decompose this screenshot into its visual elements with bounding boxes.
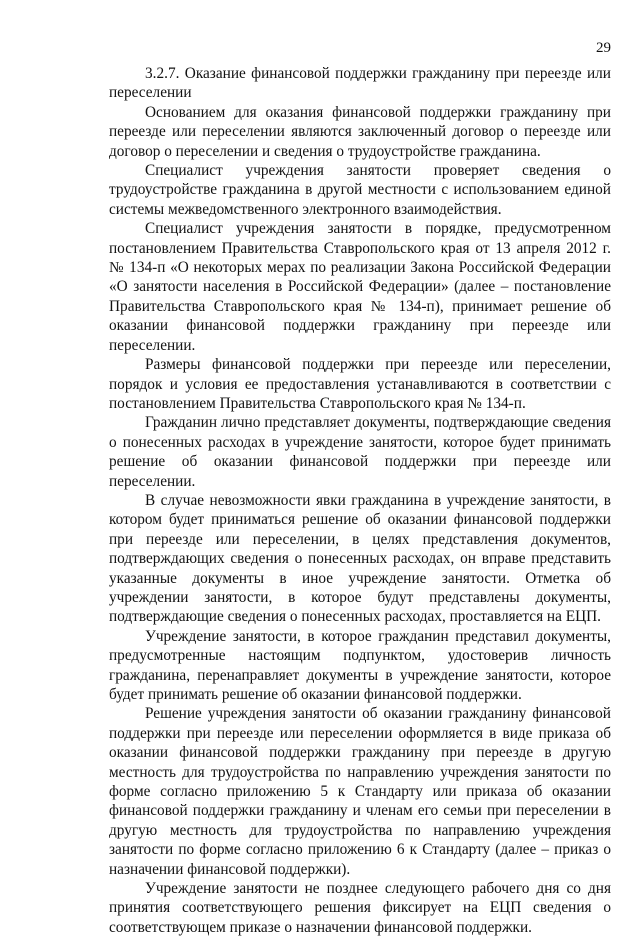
paragraph-decision-procedure: Специалист учреждения занятости в порядке, предусмотренном постановлением Правительства Ставропольского края от 13 апреля 2012 г. № 134-п «О некоторых мерах по реализации Закона Российской Федерации «О занятости населения в Российской Федерации» (далее – постановление Правительства Ставропольского края № 134-п), принимает решение об оказании финансовой поддержки гражданину при переезде или переселении.: [109, 220, 611, 354]
document-body: [109, 64, 611, 937]
paragraph-other-office: В случае невозможности явки гражданина в учреждение занятости, в котором будет приниматься решение об оказании финансовой поддержки при переезде или переселении, в целях представления документов, подтверждающих сведения о понесенных расходах, он вправе представить указанные документы в иное учреждение занятости. Отметка об учреждении занятости, в которое будут представлены документы, подтверждающие сведения о понесенных расходах, проставляется на ЕЦП.: [109, 491, 611, 626]
paragraph-order-form: Решение учреждения занятости об оказании гражданину финансовой поддержки при переезде или переселении оформляется в виде приказа об оказании финансовой поддержки гражданину при переезде в другую местность для трудоустройства по направлению учреждения занятости по форме согласно приложению 5 к Стандарту или приказа об оказании финансовой поддержки гражданину и членам его семьи при переселении в другую местность для трудоустройства по направлению учреждения занятости по форме согласно приложению 6 к Стандарту (далее – приказ о назначении финансовой поддержки).: [109, 705, 611, 878]
paragraph-support-amounts: Размеры финансовой поддержки при переезде или переселении, порядок и условия ее предоставления устанавливаются в соответствии с постановлением Правительства Ставропольского края № 134-п.: [109, 356, 611, 412]
section-heading-3-2-7: 3.2.7. Оказание финансовой поддержки гражданину при переезде или переселении: [109, 65, 611, 102]
paragraph-documents-submission: Гражданин лично представляет документы, подтверждающие сведения о понесенных расходах в учреждение занятости, которое будет принимать решение об оказании финансовой поддержки при переезде или переселении.: [109, 414, 611, 490]
paragraph-forwarding: Учреждение занятости, в которое гражданин представил документы, предусмотренные настоящим подпунктом, удостоверив личность гражданина, перенаправляет документы в учреждение занятости, которое будет принимать решение об оказании финансовой поддержки.: [109, 627, 611, 703]
paragraph-ecp-record: Учреждение занятости не позднее следующего рабочего дня со дня принятия соответствующего решения фиксирует на ЕЦП сведения о соответствующем приказе о назначении финансовой поддержки.: [109, 880, 611, 936]
paragraph-verification: Специалист учреждения занятости проверяет сведения о трудоустройстве гражданина в другой местности с использованием единой системы межведомственного электронного взаимодействия.: [109, 162, 611, 218]
paragraph-basis: Основанием для оказания финансовой поддержки гражданину при переезде или переселении являются заключенный договор о переезде или договор о переселении и сведения о трудоустройстве гражданина.: [109, 103, 611, 160]
page-number: 29: [596, 40, 611, 56]
